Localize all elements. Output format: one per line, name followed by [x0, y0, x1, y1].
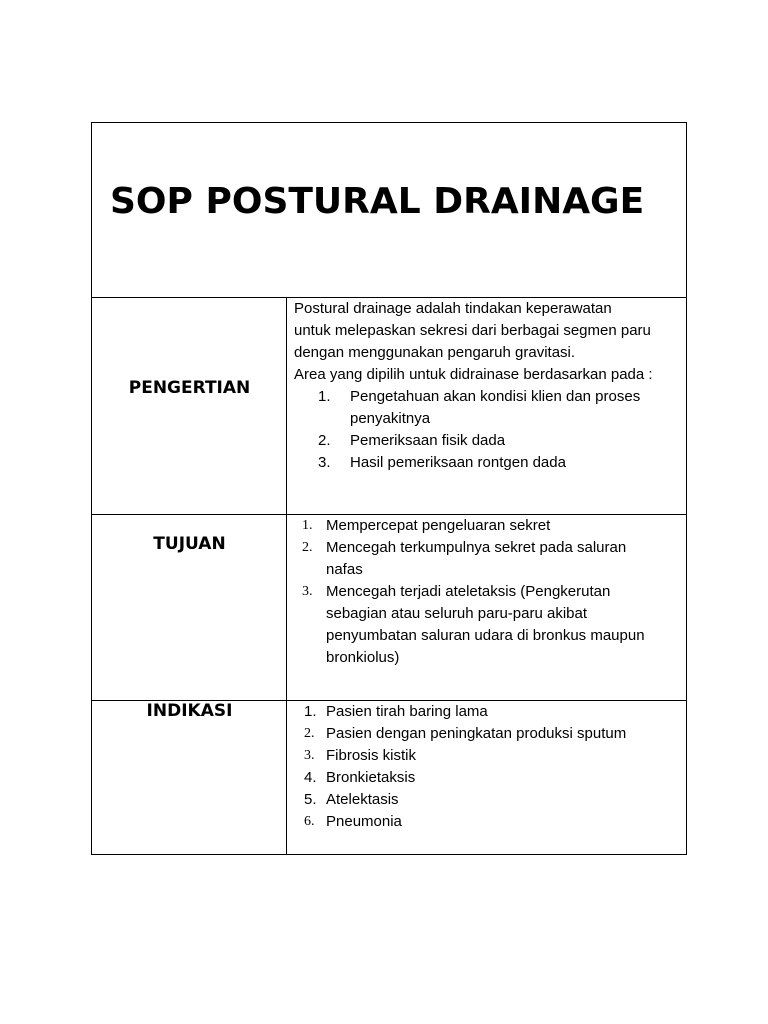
list-number: 3.: [318, 454, 331, 471]
row-pengertian: [92, 298, 686, 515]
list-text: penyakitnya: [350, 410, 431, 427]
list-item: [288, 811, 686, 833]
list-item: [288, 745, 686, 767]
list-item: [288, 789, 686, 811]
list-item: [288, 515, 686, 537]
list-text: Mencegah terjadi ateletaksis (Pengkerutan: [326, 583, 611, 600]
list-text: Pneumonia: [326, 813, 402, 830]
list-item: [288, 723, 686, 745]
list-text: Atelektasis: [326, 791, 399, 808]
list-item: [288, 452, 686, 474]
list-text: bronkiolus): [326, 649, 400, 666]
list-item: [288, 430, 686, 452]
label-cell-indikasi: [92, 701, 287, 854]
list-text: sebagian atau seluruh paru-paru akibat: [326, 605, 588, 622]
list-number: 3.: [304, 748, 315, 763]
list-number: 3.: [302, 584, 313, 599]
list-text: Pasien tirah baring lama: [326, 703, 488, 720]
list-text: Hasil pemeriksaan rontgen dada: [350, 454, 566, 471]
list-number: 2.: [304, 726, 315, 741]
list-item: [288, 701, 686, 723]
pengertian-list: [288, 386, 686, 474]
list-item: [288, 386, 686, 430]
content-indikasi: [288, 701, 686, 854]
list-number: 2.: [318, 432, 331, 449]
list-text: Pasien dengan peningkatan produksi sputum: [326, 725, 627, 742]
label-cell-pengertian: [92, 298, 287, 514]
list-number: 6.: [304, 814, 315, 829]
list-number: 1.: [304, 703, 317, 720]
list-number: 4.: [304, 769, 317, 786]
label-tujuan: TUJUAN: [153, 534, 226, 554]
list-text: Bronkietaksis: [326, 769, 416, 786]
document-title: SOP POSTURAL DRAINAGE: [110, 181, 645, 222]
list-text: penyumbatan saluran udara di bronkus maupun: [326, 627, 645, 644]
content-pengertian: [288, 298, 686, 514]
list-text: Pengetahuan akan kondisi klien dan proses: [350, 388, 641, 405]
list-text: nafas: [326, 561, 363, 578]
list-text: Mempercepat pengeluaran sekret: [326, 517, 551, 534]
row-tujuan: [92, 515, 686, 701]
label-indikasi: INDIKASI: [146, 701, 233, 721]
indikasi-list: [288, 701, 686, 833]
title-cell: [92, 123, 686, 298]
list-number: 1.: [318, 388, 331, 405]
row-indikasi: [92, 701, 686, 854]
label-pengertian: PENGERTIAN: [128, 378, 251, 398]
list-item: [288, 537, 686, 581]
list-text: Mencegah terkumpulnya sekret pada saluran: [326, 539, 627, 556]
tujuan-list: [288, 515, 686, 669]
list-item: [288, 581, 686, 669]
list-number: 5.: [304, 791, 317, 808]
label-cell-tujuan: [92, 515, 287, 700]
pengertian-line-4: Area yang dipilih untuk didrainase berdasarkan pada :: [294, 366, 653, 383]
pengertian-line-2: untuk melepaskan sekresi dari berbagai segmen paru: [294, 322, 651, 339]
sop-table: [91, 122, 687, 855]
content-tujuan: [288, 515, 686, 700]
list-text: Fibrosis kistik: [326, 747, 417, 764]
pengertian-line-1: Postural drainage adalah tindakan keperawatan: [294, 300, 612, 317]
list-number: 2.: [302, 540, 313, 555]
list-number: 1.: [302, 518, 313, 533]
list-text: Pemeriksaan fisik dada: [350, 432, 506, 449]
pengertian-line-3: dengan menggunakan pengaruh gravitasi.: [294, 344, 576, 361]
list-item: [288, 767, 686, 789]
